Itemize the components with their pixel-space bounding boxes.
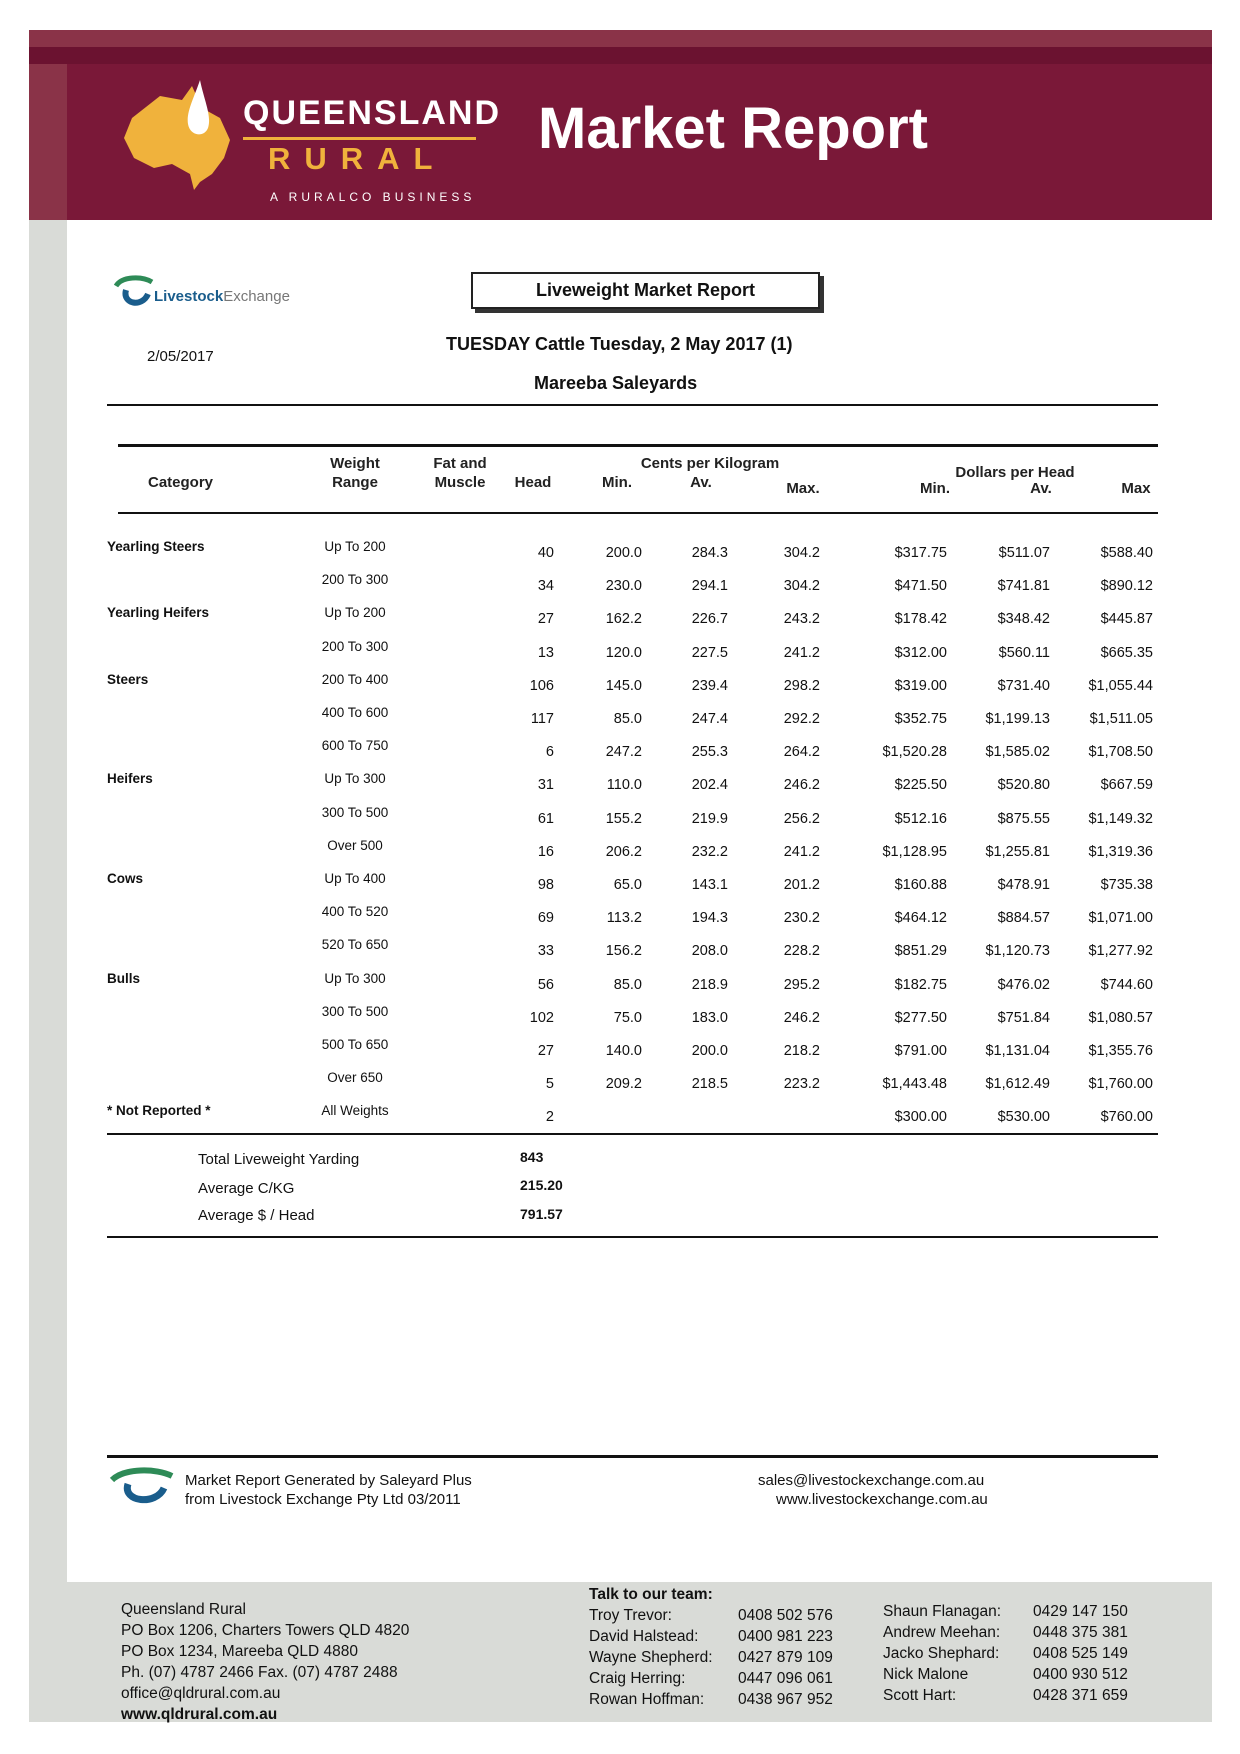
cell-weight-range: 200 To 300 — [321, 572, 389, 587]
cell-dph-max: $1,055.44 — [1088, 678, 1153, 694]
cell-dph-max: $1,080.57 — [1088, 1010, 1153, 1026]
cell-cpk-av: 218.9 — [691, 977, 728, 993]
cell-category: Yearling Heifers — [107, 605, 210, 620]
cell-head: 102 — [529, 1010, 554, 1026]
cell-head: 5 — [545, 1076, 554, 1092]
cell-cpk-av: 255.3 — [691, 744, 728, 760]
cell-cpk-max: 243.2 — [783, 611, 820, 627]
cell-dph-max: $1,071.00 — [1088, 910, 1153, 926]
cell-weight-range: 300 To 500 — [321, 805, 389, 820]
cell-weight-range: 500 To 650 — [321, 1037, 389, 1052]
cell-cpk-min: 156.2 — [605, 943, 642, 959]
cell-dph-av: $1,120.73 — [985, 943, 1050, 959]
header-category: Category — [148, 474, 214, 491]
cell-weight-range: 200 To 400 — [321, 672, 389, 687]
cell-dph-min: $178.42 — [894, 611, 947, 627]
footer-address-line: PO Box 1206, Charters Towers QLD 4820 — [121, 1622, 410, 1639]
cell-head: 34 — [537, 578, 554, 594]
team-member-name: Scott Hart: — [883, 1687, 957, 1704]
header-dph-min: Min. — [920, 480, 950, 497]
cell-head: 27 — [537, 611, 554, 627]
cell-head: 16 — [537, 844, 554, 860]
cell-dph-min: $1,128.95 — [882, 844, 947, 860]
cell-weight-range: 200 To 300 — [321, 639, 389, 654]
cell-dph-min: $464.12 — [894, 910, 947, 926]
cell-cpk-av: 202.4 — [691, 777, 728, 793]
cell-category: Bulls — [107, 971, 141, 986]
cell-dph-av: $476.02 — [997, 977, 1050, 993]
cell-dph-max: $1,355.76 — [1088, 1043, 1153, 1059]
cell-dph-av: $1,199.13 — [985, 711, 1050, 727]
cell-cpk-max: 241.2 — [783, 645, 820, 661]
cell-dph-av: $530.00 — [997, 1109, 1050, 1125]
cell-cpk-max: 298.2 — [783, 678, 820, 694]
totals-bottom-rule — [107, 1236, 1158, 1238]
cell-weight-range: Up To 200 — [324, 539, 386, 554]
cell-dph-av: $560.11 — [998, 645, 1050, 661]
cell-category: Cows — [107, 871, 144, 886]
average-ckg-label: Average C/KG — [198, 1180, 295, 1197]
cell-dph-min: $317.75 — [894, 545, 947, 561]
cell-cpk-max: 246.2 — [783, 1010, 820, 1026]
cell-cpk-max: 304.2 — [783, 545, 820, 561]
team-member-name: Craig Herring: — [589, 1670, 686, 1687]
cell-cpk-av: 200.0 — [691, 1043, 728, 1059]
cell-cpk-min: 65.0 — [613, 877, 642, 893]
cell-dph-av: $1,612.49 — [985, 1076, 1050, 1092]
cell-cpk-av: 219.9 — [691, 811, 728, 827]
divider — [107, 404, 1158, 406]
cell-dph-max: $1,511.05 — [1089, 711, 1153, 727]
cell-cpk-av: 218.5 — [691, 1076, 728, 1092]
cell-cpk-av: 208.0 — [691, 943, 728, 959]
livestock-exchange-logo-icon — [112, 274, 158, 308]
header-dollars-per-head: Dollars per Head — [955, 464, 1075, 481]
team-member-name: Wayne Shepherd: — [589, 1649, 713, 1666]
cell-head: 61 — [537, 811, 554, 827]
cell-cpk-min: 247.2 — [605, 744, 642, 760]
cell-dph-max: $588.40 — [1100, 545, 1153, 561]
cell-cpk-min: 162.2 — [605, 611, 642, 627]
cell-weight-range: 300 To 500 — [321, 1004, 389, 1019]
cell-cpk-av: 247.4 — [691, 711, 728, 727]
cell-cpk-av: 183.0 — [691, 1010, 728, 1026]
cell-category: Heifers — [107, 771, 153, 786]
cell-dph-av: $511.07 — [998, 545, 1050, 561]
cell-dph-max: $890.12 — [1100, 578, 1153, 594]
average-head-label: Average $ / Head — [198, 1207, 315, 1224]
cell-cpk-min: 230.0 — [605, 578, 642, 594]
cell-dph-min: $182.75 — [894, 977, 947, 993]
cell-dph-av: $741.81 — [997, 578, 1050, 594]
header-dph-max: Max — [1121, 480, 1151, 497]
report-date: 2/05/2017 — [147, 348, 214, 365]
cell-cpk-max: 228.2 — [783, 943, 820, 959]
team-member-phone: 0400 930 512 — [1033, 1666, 1128, 1683]
cell-dph-min: $791.00 — [894, 1043, 947, 1059]
cell-cpk-av: 226.7 — [691, 611, 728, 627]
cell-cpk-max: 264.2 — [783, 744, 820, 760]
cell-cpk-max: 223.2 — [783, 1076, 820, 1092]
footer-email-link[interactable]: office@qldrural.com.au — [121, 1685, 281, 1702]
left-side-band — [29, 220, 67, 1720]
cell-dph-min: $160.88 — [894, 877, 947, 893]
header-cpk-max: Max. — [786, 480, 820, 497]
cell-dph-min: $1,520.28 — [882, 744, 947, 760]
generator-line-1: Market Report Generated by Saleyard Plus — [185, 1472, 472, 1489]
footer-address-line: Ph. (07) 4787 2466 Fax. (07) 4787 2488 — [121, 1664, 398, 1681]
sale-venue: Mareeba Saleyards — [534, 373, 698, 393]
cell-weight-range: Up To 300 — [324, 971, 386, 986]
cell-dph-min: $312.00 — [894, 645, 947, 661]
livestock-exchange-logo-text: LivestockExchange — [154, 288, 290, 305]
brand-name-bottom: RURAL — [268, 141, 447, 176]
team-member-name: Troy Trevor: — [589, 1607, 672, 1624]
cell-head: 31 — [537, 777, 554, 793]
cell-cpk-min: 206.2 — [605, 844, 642, 860]
team-member-phone: 0428 371 659 — [1033, 1687, 1128, 1704]
team-member-phone: 0408 502 576 — [738, 1607, 833, 1624]
cell-cpk-min: 155.2 — [605, 811, 642, 827]
cell-head: 6 — [545, 744, 554, 760]
cell-dph-max: $445.87 — [1100, 611, 1153, 627]
cell-category: Yearling Steers — [107, 539, 205, 554]
team-heading: Talk to our team: — [589, 1586, 713, 1603]
cell-head: 13 — [537, 645, 554, 661]
cell-cpk-av: 232.2 — [691, 844, 728, 860]
table-header-rule — [118, 512, 1158, 514]
cell-dph-min: $319.00 — [894, 678, 947, 694]
contact-email-link[interactable]: sales@livestockexchange.com.au — [758, 1472, 985, 1489]
cell-dph-av: $1,255.81 — [985, 844, 1050, 860]
cell-head: 98 — [537, 877, 554, 893]
team-member-name: Nick Malone — [883, 1666, 969, 1683]
cell-weight-range: 400 To 520 — [321, 904, 389, 919]
team-member-name: David Halstead: — [589, 1628, 699, 1645]
cell-head: 106 — [529, 678, 554, 694]
cell-weight-range: 520 To 650 — [321, 937, 389, 952]
contact-web-link[interactable]: www.livestockexchange.com.au — [776, 1491, 988, 1508]
cell-cpk-av: 294.1 — [691, 578, 728, 594]
cell-cpk-max: 230.2 — [783, 910, 820, 926]
cell-dph-min: $300.00 — [894, 1109, 947, 1125]
header-dph-av: Av. — [1030, 480, 1052, 497]
cell-dph-av: $731.40 — [997, 678, 1050, 694]
cell-dph-max: $760.00 — [1100, 1109, 1153, 1125]
cell-cpk-min: 85.0 — [613, 711, 642, 727]
cell-category: Steers — [107, 672, 149, 687]
cell-head: 2 — [545, 1109, 554, 1125]
header-cpk-min: Min. — [602, 474, 632, 491]
brand-tagline: A RURALCO BUSINESS — [270, 190, 476, 204]
cell-head: 117 — [530, 711, 554, 727]
generator-line-2: from Livestock Exchange Pty Ltd 03/2011 — [185, 1491, 461, 1508]
cell-cpk-min: 120.0 — [605, 645, 642, 661]
cell-dph-min: $512.16 — [894, 811, 947, 827]
team-member-phone: 0408 525 149 — [1033, 1645, 1128, 1662]
cell-head: 27 — [537, 1043, 554, 1059]
footer-web-link[interactable]: www.qldrural.com.au — [121, 1706, 278, 1723]
cell-head: 56 — [537, 977, 554, 993]
team-member-phone: 0438 967 952 — [738, 1691, 833, 1708]
cell-dph-min: $352.75 — [894, 711, 947, 727]
cell-head: 69 — [537, 910, 554, 926]
header-fat-1: Fat and — [433, 455, 487, 472]
cell-dph-max: $1,760.00 — [1088, 1076, 1153, 1092]
header-head: Head — [514, 474, 552, 491]
cell-cpk-av: 194.3 — [691, 910, 728, 926]
team-member-phone: 0448 375 381 — [1033, 1624, 1128, 1641]
header-stripe — [29, 47, 1212, 64]
team-member-phone: 0400 981 223 — [738, 1628, 833, 1645]
total-yarding-label: Total Liveweight Yarding — [198, 1151, 360, 1168]
cell-dph-av: $875.55 — [997, 811, 1050, 827]
cell-dph-max: $665.35 — [1100, 645, 1153, 661]
cell-cpk-av: 239.4 — [691, 678, 728, 694]
cell-weight-range: 600 To 750 — [321, 738, 389, 753]
cell-weight-range: Up To 400 — [324, 871, 386, 886]
cell-cpk-max: 241.2 — [783, 844, 820, 860]
cell-dph-max: $667.59 — [1100, 777, 1153, 793]
cell-dph-av: $1,131.04 — [985, 1043, 1050, 1059]
team-member-name: Jacko Shephard: — [883, 1645, 1000, 1662]
cell-dph-max: $1,708.50 — [1088, 744, 1153, 760]
cell-cpk-min: 110.0 — [606, 777, 642, 793]
cell-cpk-min: 145.0 — [605, 678, 642, 694]
team-member-phone: 0447 096 061 — [738, 1670, 833, 1687]
cell-cpk-min: 113.2 — [606, 910, 642, 926]
cell-dph-max: $735.38 — [1100, 877, 1153, 893]
page-title: Market Report — [538, 96, 928, 161]
cell-dph-av: $1,585.02 — [985, 744, 1050, 760]
header-weight-1: Weight — [330, 455, 380, 472]
team-member-phone: 0429 147 150 — [1033, 1603, 1128, 1620]
cell-cpk-av: 227.5 — [691, 645, 728, 661]
cell-cpk-min: 200.0 — [605, 545, 642, 561]
cell-weight-range: Over 650 — [327, 1070, 383, 1085]
cell-cpk-max: 304.2 — [783, 578, 820, 594]
footer-address-line: Queensland Rural — [121, 1601, 246, 1618]
cell-weight-range: All Weights — [321, 1103, 389, 1118]
cell-cpk-max: 246.2 — [783, 777, 820, 793]
cell-cpk-min: 85.0 — [613, 977, 642, 993]
cell-dph-av: $348.42 — [997, 611, 1050, 627]
cell-dph-min: $1,443.48 — [882, 1076, 947, 1092]
generator-rule — [107, 1455, 1158, 1458]
cell-cpk-max: 218.2 — [783, 1043, 820, 1059]
cell-dph-max: $1,277.92 — [1088, 943, 1153, 959]
cell-dph-min: $225.50 — [894, 777, 947, 793]
cell-dph-min: $471.50 — [894, 578, 947, 594]
average-ckg-value: 215.20 — [520, 1177, 563, 1193]
cell-head: 33 — [537, 943, 554, 959]
cell-cpk-max: 256.2 — [783, 811, 820, 827]
total-yarding-value: 843 — [520, 1149, 544, 1165]
cell-cpk-av: 284.3 — [691, 545, 728, 561]
header-fat-2: Muscle — [434, 474, 486, 491]
cell-head: 40 — [537, 545, 554, 561]
cell-dph-max: $1,149.32 — [1088, 811, 1153, 827]
cell-weight-range: Up To 200 — [324, 605, 386, 620]
cell-cpk-min: 209.2 — [605, 1076, 642, 1092]
header-weight-2: Range — [332, 474, 378, 491]
cell-cpk-max: 201.2 — [783, 877, 820, 893]
livestock-exchange-logo-icon — [108, 1466, 180, 1506]
cell-dph-max: $1,319.36 — [1088, 844, 1153, 860]
average-head-value: 791.57 — [520, 1206, 563, 1222]
table-top-rule — [118, 444, 1158, 447]
cell-dph-av: $520.80 — [997, 777, 1050, 793]
team-member-phone: 0427 879 109 — [738, 1649, 833, 1666]
cell-cpk-min: 75.0 — [613, 1010, 642, 1026]
cell-dph-min: $851.29 — [894, 943, 947, 959]
footer-address-line: PO Box 1234, Mareeba QLD 4880 — [121, 1643, 358, 1660]
team-member-name: Rowan Hoffman: — [589, 1691, 705, 1708]
cell-cpk-av: 143.1 — [691, 877, 728, 893]
cell-cpk-max: 292.2 — [783, 711, 820, 727]
brand-name-top: QUEENSLAND — [243, 94, 502, 132]
cell-dph-min: $277.50 — [894, 1010, 947, 1026]
cell-weight-range: 400 To 600 — [321, 705, 389, 720]
cell-weight-range: Over 500 — [327, 838, 383, 853]
sale-title: TUESDAY Cattle Tuesday, 2 May 2017 (1) — [446, 334, 793, 354]
brand-divider — [243, 137, 476, 140]
totals-top-rule — [107, 1133, 1158, 1135]
cell-cpk-min: 140.0 — [605, 1043, 642, 1059]
header-cpk-av: Av. — [690, 474, 712, 491]
queensland-map-logo-icon — [120, 78, 250, 190]
cell-dph-av: $478.91 — [997, 877, 1050, 893]
header-cents-per-kg: Cents per Kilogram — [640, 455, 780, 472]
cell-dph-max: $744.60 — [1100, 977, 1153, 993]
cell-weight-range: Up To 300 — [324, 771, 386, 786]
cell-dph-av: $884.57 — [997, 910, 1050, 926]
cell-category: * Not Reported * — [107, 1103, 211, 1118]
cell-dph-av: $751.84 — [997, 1010, 1050, 1026]
team-member-name: Shaun Flanagan: — [883, 1603, 1002, 1620]
cell-cpk-max: 295.2 — [783, 977, 820, 993]
team-member-name: Andrew Meehan: — [883, 1624, 1001, 1641]
report-type-box: Liveweight Market Report — [471, 272, 820, 309]
